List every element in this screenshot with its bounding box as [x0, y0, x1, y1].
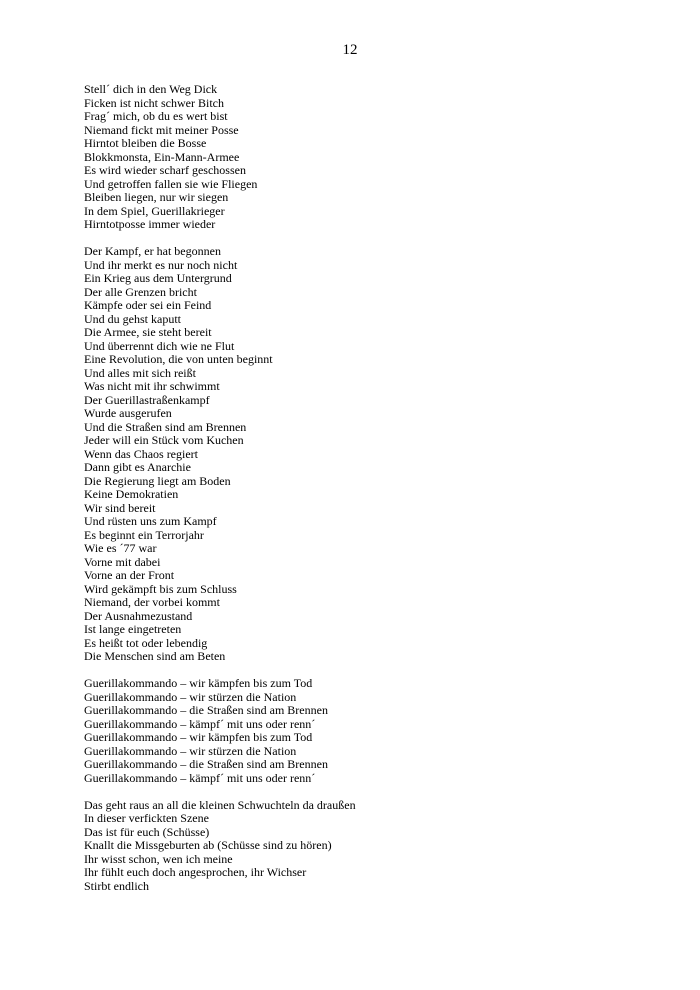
lyric-line: Und du gehst kaputt [84, 311, 181, 326]
lyric-line: Kämpfe oder sei ein Feind [84, 298, 212, 312]
lyric-line: Guerillakommando – kämpf´ mit uns oder renn´ [84, 716, 316, 731]
lyric-line: Niemand, der vorbei kommt [84, 595, 220, 609]
lyric-line: Und rüsten uns zum Kampf [84, 514, 217, 528]
lyric-line: Vorne an der Front [84, 568, 175, 582]
lyric-line: Und überrennt dich wie ne Flut [84, 338, 235, 353]
lyric-line: Die Menschen sind am Beten [84, 649, 226, 663]
lyric-line: Stirbt endlich [84, 878, 149, 893]
lyric-line: Das geht raus an all die kleinen Schwuchteln da draußen [84, 797, 356, 812]
lyric-line: Hirntotposse immer wieder [84, 217, 216, 231]
lyric-line: Guerillakommando – wir stürzen die Nation [84, 743, 297, 758]
lyric-line: Wie es ´77 war [84, 541, 157, 555]
lyric-line: Der Guerillastraßenkampf [84, 392, 210, 407]
lyric-line: Die Armee, sie steht bereit [84, 325, 212, 339]
page-number: 12 [342, 42, 358, 58]
lyric-line: Ficken ist nicht schwer Bitch [84, 95, 224, 110]
stanza [84, 245, 644, 664]
lyric-line: Und alles mit sich reißt [84, 365, 196, 380]
lyric-line: Guerillakommando – wir kämpfen bis zum Tod [84, 676, 313, 690]
stanza [84, 83, 644, 232]
lyric-line: Stell´ dich in den Weg Dick [84, 82, 218, 96]
lyric-line: Guerillakommando – kämpf´ mit uns oder renn´ [84, 770, 316, 785]
lyric-line: Frag´ mich, ob du es wert bist [84, 109, 228, 123]
lyric-line: Eine Revolution, die von unten beginnt [84, 352, 273, 366]
lyric-line: Keine Demokratien [84, 487, 179, 501]
lyrics-body [84, 83, 644, 907]
lyric-line: Der Ausnahmezustand [84, 608, 193, 623]
lyric-line: Guerillakommando – wir stürzen die Nation [84, 689, 297, 704]
lyric-line: Und die Straßen sind am Brennen [84, 419, 247, 434]
lyric-line: Der alle Grenzen bricht [84, 284, 197, 299]
lyric-line: Bleiben liegen, nur wir siegen [84, 190, 229, 204]
lyric-line: Ihr wisst schon, wen ich meine [84, 851, 233, 866]
lyric-line: Ist lange eingetreten [84, 622, 182, 636]
lyric-line: Knallt die Missgeburten ab (Schüsse sind zu hören) [84, 838, 332, 852]
lyric-line: In dem Spiel, Guerillakrieger [84, 203, 225, 218]
lyric-line: Dann gibt es Anarchie [84, 460, 191, 474]
stanza [84, 677, 644, 785]
lyric-line: Guerillakommando – wir kämpfen bis zum Tod [84, 730, 313, 744]
lyric-line: Vorne mit dabei [84, 554, 161, 569]
lyric-line: Der Kampf, er hat begonnen [84, 244, 221, 258]
lyric-line: Es heißt tot oder lebendig [84, 635, 208, 650]
lyric-line: Wenn das Chaos regiert [84, 446, 198, 461]
lyric-line: Es wird wieder scharf geschossen [84, 163, 246, 177]
lyric-line: Guerillakommando – die Straßen sind am Brennen [84, 703, 328, 717]
lyric-line: Das ist für euch (Schüsse) [84, 824, 210, 839]
lyric-line: Ein Krieg aus dem Untergrund [84, 271, 232, 285]
lyric-line: Wir sind bereit [84, 500, 156, 515]
lyric-line: Wurde ausgerufen [84, 406, 172, 420]
lyric-line: Hirntot bleiben die Bosse [84, 136, 207, 150]
lyric-line: In dieser verfickten Szene [84, 811, 209, 825]
lyric-line: Guerillakommando – die Straßen sind am Brennen [84, 757, 328, 771]
lyric-line: Es beginnt ein Terrorjahr [84, 527, 204, 542]
lyric-line: Niemand fickt mit meiner Posse [84, 122, 239, 137]
lyric-line: Die Regierung liegt am Boden [84, 473, 231, 488]
stanza [84, 799, 644, 894]
lyric-line: Blokkmonsta, Ein-Mann-Armee [84, 149, 240, 164]
lyric-line: Und getroffen fallen sie wie Fliegen [84, 176, 258, 191]
lyric-line: Wird gekämpft bis zum Schluss [84, 581, 237, 596]
lyric-line: Jeder will ein Stück vom Kuchen [84, 433, 244, 447]
lyric-line: Ihr fühlt euch doch angesprochen, ihr Wichser [84, 865, 307, 879]
lyric-line: Und ihr merkt es nur noch nicht [84, 257, 238, 272]
lyric-line: Was nicht mit ihr schwimmt [84, 379, 220, 393]
